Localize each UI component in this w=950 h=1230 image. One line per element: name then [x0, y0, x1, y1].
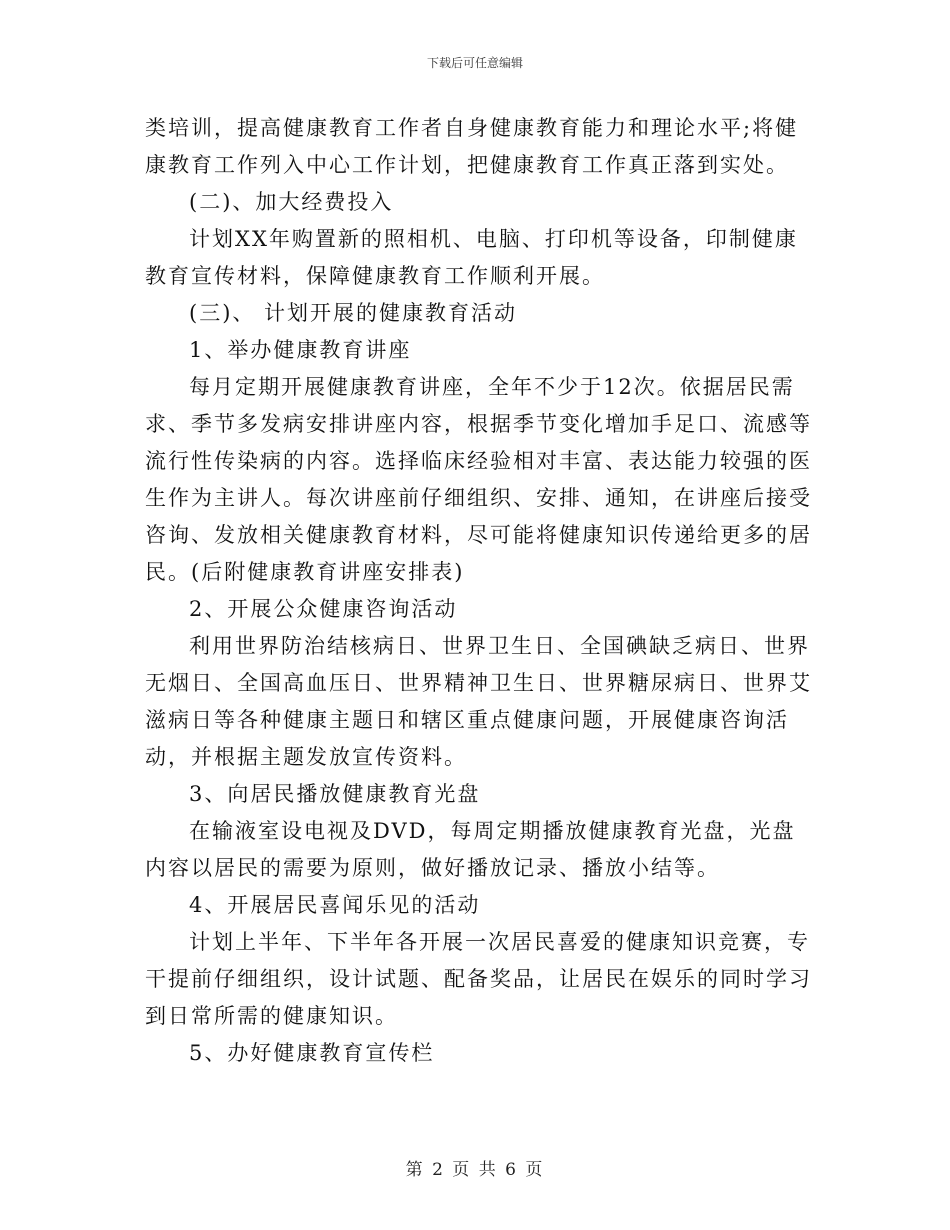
paragraph: 类培训，提高健康教育工作者自身健康教育能力和理论水平;将健康教育工作列入中心工作计划，把健康教育工作真正落到实处。	[145, 116, 799, 177]
paragraph: 利用世界防治结核病日、世界卫生日、全国碘缺乏病日、世界无烟日、全国高血压日、世界精神卫生日、世界糖尿病日、世界艾滋病日等各种健康主题日和辖区重点健康问题，开展健康咨询活动，并根据主题发放宣传资料。	[145, 634, 812, 769]
paragraph: 3、向居民播放健康教育光盘	[189, 782, 481, 806]
page-header: 下载后可任意编辑	[426, 56, 523, 70]
paragraph: 4、开展居民喜闻乐见的活动	[189, 893, 481, 917]
paragraph: 计划上半年、下半年各开展一次居民喜爱的健康知识竞赛，专干提前仔细组织，设计试题、配备奖品，让居民在娱乐的同时学习到日常所需的健康知识。	[145, 930, 812, 1028]
document-body	[145, 110, 815, 1072]
page-footer: 第 2 页 共 6 页	[405, 1160, 545, 1180]
paragraph: 计划XX年购置新的照相机、电脑、打印机等设备，印制健康教育宣传材料，保障健康教育工作顺利开展。	[145, 227, 798, 288]
paragraph: (二)、加大经费投入	[189, 190, 394, 214]
paragraph: 2、开展公众健康咨询活动	[189, 597, 458, 621]
paragraph: 1、举办健康教育讲座	[189, 338, 412, 362]
paragraph: 每月定期开展健康教育讲座，全年不少于12次。依据居民需求、季节多发病安排讲座内容，根据季节变化增加手足口、流感等流行性传染病的内容。选择临床经验相对丰富、表达能力较强的医生作为主讲人。每次讲座前仔细组织、安排、通知，在讲座后接受咨询、发放相关健康教育材料，尽可能将健康知识传递给更多的居民。(后附健康教育讲座安排表)	[145, 375, 812, 584]
paragraph: 5、办好健康教育宣传栏	[189, 1041, 435, 1065]
paragraph: 在输液室设电视及DVD，每周定期播放健康教育光盘，光盘内容以居民的需要为原则，做好播放记录、播放小结等。	[145, 819, 796, 880]
paragraph: (三)、 计划开展的健康教育活动	[189, 301, 518, 325]
